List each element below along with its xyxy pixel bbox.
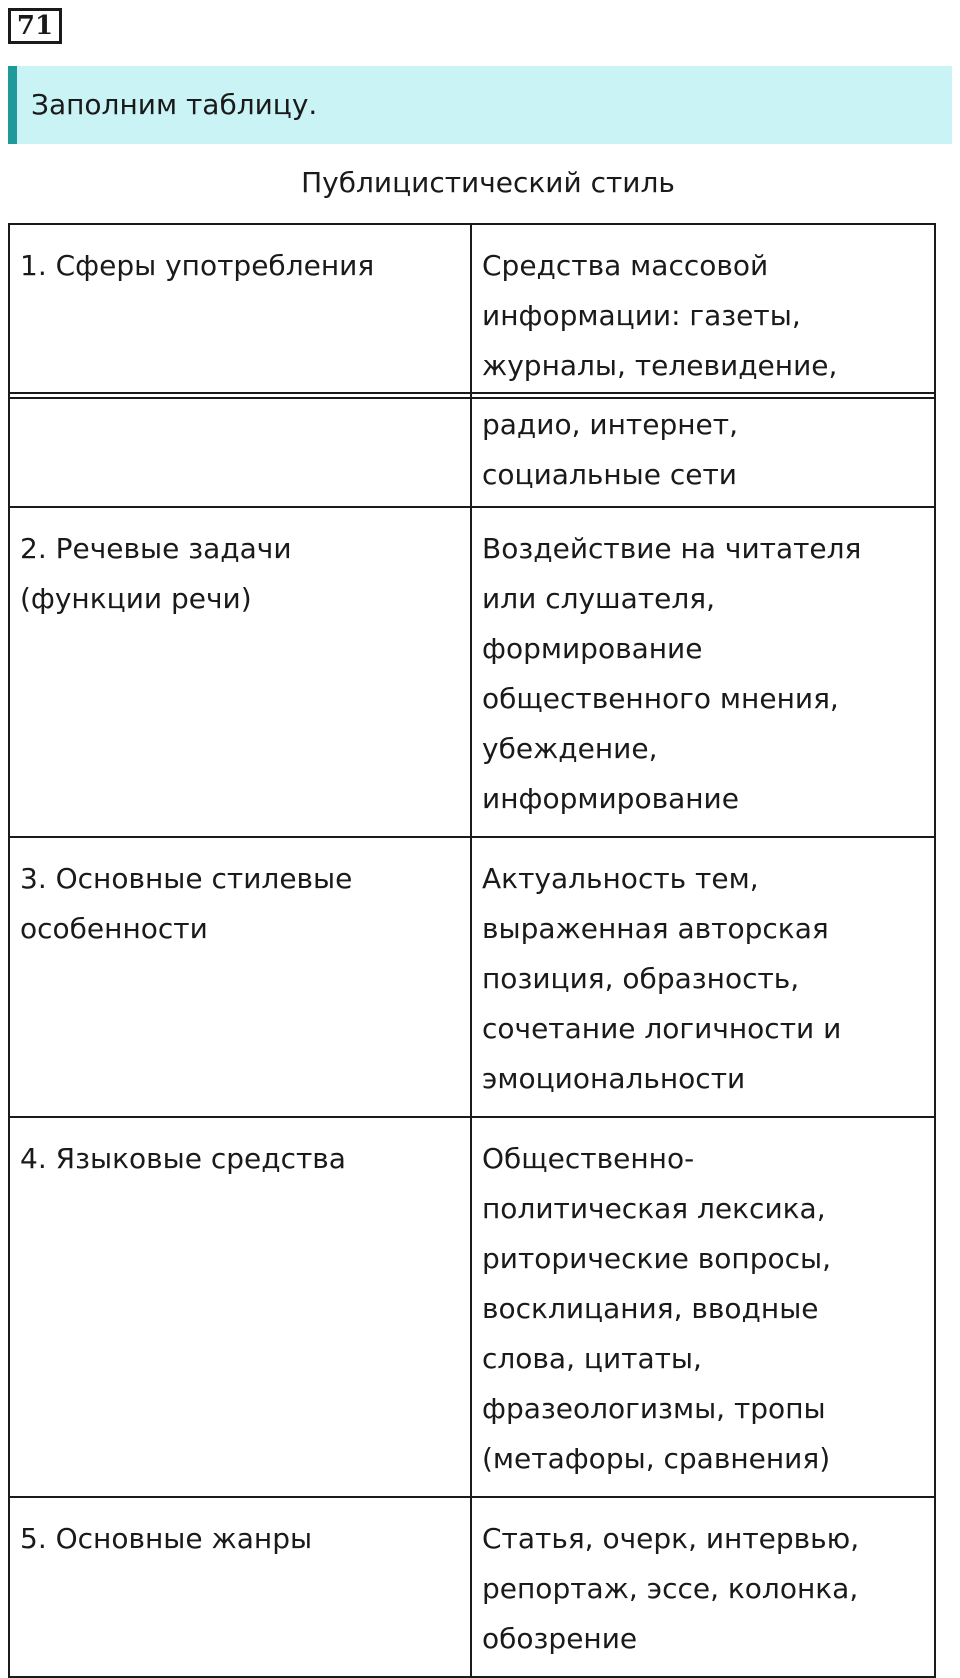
row-label: 3. Основные стилевые особенности xyxy=(9,837,471,1117)
row-value: Актуальность тем, выраженная авторская позиция, образность, сочетание логичности и эмоциональности xyxy=(471,837,935,1117)
row-label: 1. Сферы употребления xyxy=(9,224,471,398)
row-label-empty xyxy=(9,393,471,507)
row-value: Общественно- политическая лексика, риторические вопросы, восклицания, вводные слова, цитаты, фразеологизмы, тропы (метафоры, сравнения) xyxy=(471,1117,935,1497)
row-label: 2. Речевые задачи (функции речи) xyxy=(9,507,471,837)
table-row xyxy=(9,393,935,507)
row-value: радио, интернет, социальные сети xyxy=(471,393,935,507)
table-row xyxy=(9,1117,935,1497)
row-value: Воздействие на читателя или слушателя, формирование общественного мнения, убеждение, информирование xyxy=(471,507,935,837)
row-label: 4. Языковые средства xyxy=(9,1117,471,1497)
table-title: Публицистический стиль xyxy=(301,166,675,199)
row-label: 5. Основные жанры xyxy=(9,1497,471,1677)
table-row xyxy=(9,837,935,1117)
table-row xyxy=(9,1497,935,1677)
task-number: 71 xyxy=(8,8,62,44)
style-table-part-1 xyxy=(8,223,936,399)
row-value: Статья, очерк, интервью, репортаж, эссе, колонка, обозрение xyxy=(471,1497,935,1677)
style-table-part-2 xyxy=(8,392,936,1678)
table-row xyxy=(9,224,935,398)
table-row xyxy=(9,507,935,837)
instruction-banner xyxy=(8,66,952,144)
row-value: Средства массовой информации: газеты, журналы, телевидение, xyxy=(471,224,935,398)
instruction-text: Заполним таблицу. xyxy=(31,88,318,121)
